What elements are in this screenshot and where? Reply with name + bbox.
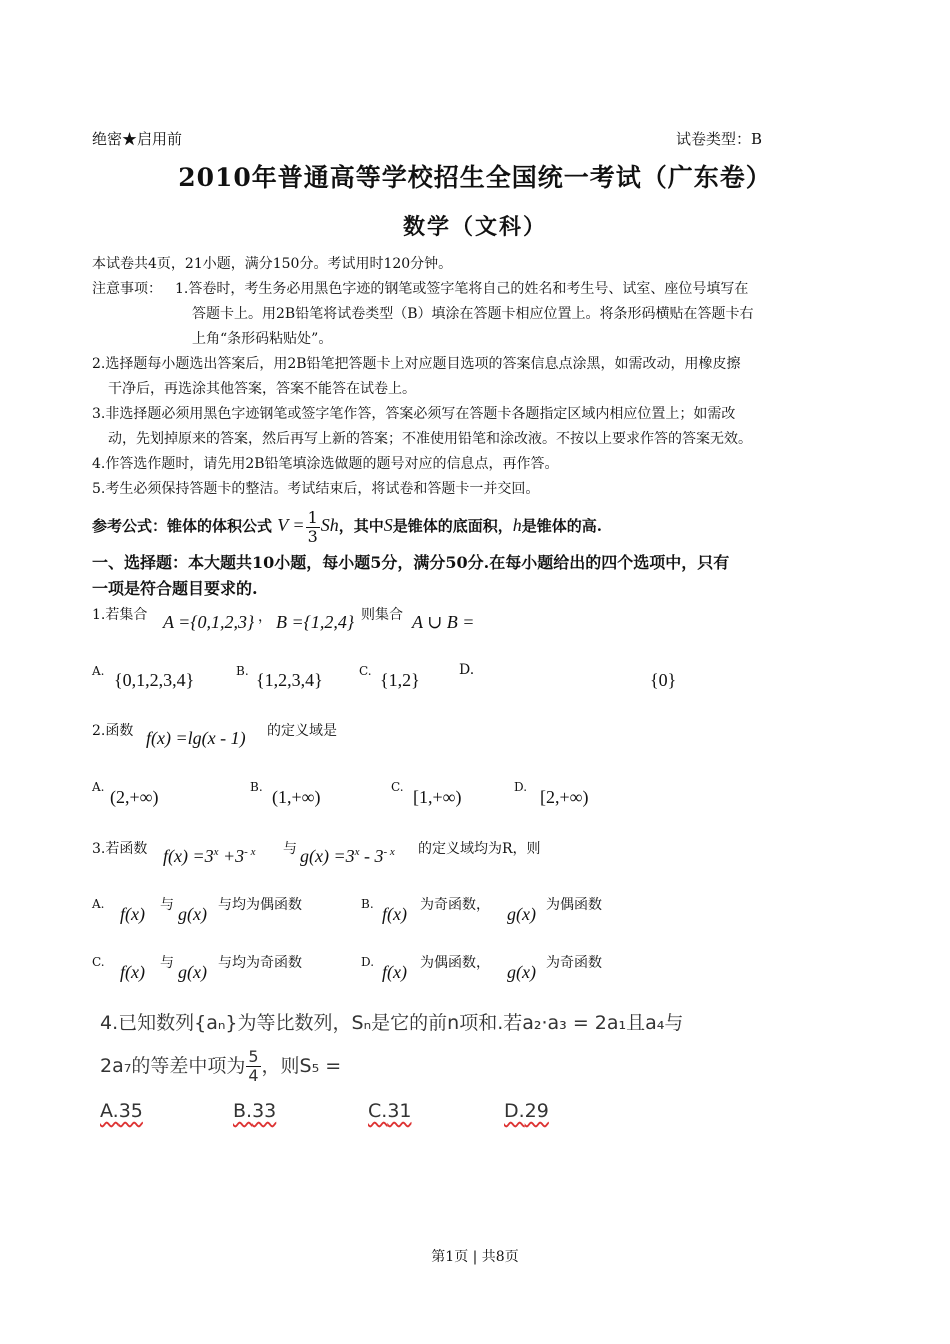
page-footer: 第1页 | 共8页 (431, 1249, 519, 1265)
note-4: 4.作答选作题时，请先用2B铅笔填涂选做题的题号对应的信息点，再作答。 (92, 456, 559, 472)
paper-type-label: 试卷类型：B (676, 130, 763, 148)
q3-g-sup-1: x (354, 846, 360, 858)
q3-f-sup-2: - x (244, 846, 256, 858)
q1-option-a-label: A. (92, 664, 105, 678)
reference-formula (92, 507, 602, 546)
formula-tail-1: ，其中 (338, 517, 384, 535)
q2-option-b-value: (1,+∞) (272, 787, 321, 807)
q1-prefix: 1.若集合 (92, 607, 148, 623)
q3-option-a-fx: f(x) (120, 904, 145, 924)
q3-option-c-text-2: 与均为奇函数 (218, 955, 302, 971)
q3-prefix: 3.若函数 (92, 841, 148, 857)
q3-and: 与 (283, 841, 297, 857)
q1-option-d-label: D. (459, 662, 475, 678)
q4-line-1: 4.已知数列{aₙ}为等比数列，Sₙ是它的前n项和.若a₂·a₃ = 2a₁且a₄与 (100, 1012, 684, 1034)
q4-option-c (368, 1100, 412, 1122)
q2-prefix: 2.函数 (92, 723, 134, 739)
formula-tail-3: 是锥体的高. (521, 517, 603, 535)
q4-frac-num: 5 (248, 1047, 259, 1066)
exam-subtitle: 数学（文科） (402, 214, 547, 240)
q2-suffix: 的定义域是 (267, 723, 337, 739)
formula-tail-2: 是锥体的底面积， (392, 517, 513, 535)
q1-mid: 则集合 (361, 607, 403, 623)
q2-option-d-value: [2,+∞) (540, 787, 589, 807)
q4-option-d-value: 29 (524, 1100, 549, 1122)
note-3-line-2: 动，先划掉原来的答案，然后再写上新的答案；不准使用铅笔和涂改液。不按以上要求作答的答案无效。 (108, 431, 752, 447)
formula-label: 参考公式：锥体的体积公式 (92, 517, 273, 535)
q4-line-2-a: 2a₇的等差中项为 (100, 1055, 246, 1077)
note-1-line-1: 1.答卷时，考生务必用黑色字迹的钢笔或签字笔将自己的姓名和考生号、试室、座位号填写在 (175, 281, 749, 297)
formula-fraction (306, 509, 320, 546)
q1-set-b: B ={1,2,4} (276, 612, 355, 632)
q4-option-d-label: D. (504, 1100, 525, 1122)
q2-option-a-value: (2,+∞) (110, 787, 159, 807)
q2-option-c-label: C. (391, 780, 404, 794)
q4-option-b (233, 1100, 276, 1122)
q4-line-2 (100, 1046, 341, 1086)
q4-option-a-label: A. (100, 1100, 119, 1122)
q3-option-b-fx: f(x) (382, 904, 407, 924)
formula-frac-num: 1 (307, 507, 318, 527)
q1-option-b-value: {1,2,3,4} (256, 670, 323, 690)
formula-var-s: S (383, 515, 393, 535)
q3-f-expr (163, 846, 255, 867)
q3-option-b-label: B. (361, 897, 374, 911)
q3-option-a-text-2: 与均为偶函数 (218, 897, 302, 913)
q3-g-minus: - 3 (359, 846, 384, 866)
q3-f-main: f(x) =3 (163, 846, 214, 866)
note-3-line-1: 3.非选择题必须用黑色字迹钢笔或签字笔作答，答案必须写在答题卡各题指定区域内相应位置上；如需改 (92, 406, 736, 422)
q3-option-c-text-1: 与 (160, 955, 174, 971)
q3-suffix: 的定义域均为R，则 (418, 841, 541, 857)
q3-g-sup-2: - x (383, 846, 395, 858)
q3-option-b-gx: g(x) (507, 904, 536, 924)
q3-option-a-text-1: 与 (160, 897, 174, 913)
q2-expr: f(x) =lg(x - 1) (146, 728, 246, 748)
note-1-line-3: 上角“条形码粘贴处”。 (192, 331, 333, 347)
note-1-line-2: 答题卡上。用2B铅笔将试卷类型（B）填涂在答题卡相应位置上。将条形码横贴在答题卡右 (192, 306, 754, 322)
formula-lhs: V = (277, 515, 305, 535)
q3-g-expr (300, 846, 395, 867)
q2-option-d-label: D. (514, 780, 528, 794)
q4-fraction (246, 1048, 260, 1085)
q3-option-c-fx: f(x) (120, 962, 145, 982)
q4-option-c-label: C. (368, 1100, 388, 1122)
q3-g-main: g(x) =3 (300, 846, 355, 866)
q3-option-d-label: D. (361, 955, 375, 969)
q4-option-a-value: 35 (118, 1100, 143, 1122)
q3-option-c-label: C. (92, 955, 105, 969)
q4-option-c-value: 31 (387, 1100, 412, 1122)
formula-frac-den: 3 (307, 526, 318, 546)
exam-title: 2010年普通高等学校招生全国统一考试（广东卷） (178, 163, 772, 192)
q4-line-2-b: ，则S₅ = (261, 1055, 342, 1077)
q3-option-a-gx: g(x) (178, 904, 207, 924)
notes-label: 注意事项： (92, 281, 162, 297)
q3-option-d-text-2: 为奇函数 (546, 955, 602, 971)
q1-option-b-label: B. (236, 664, 249, 678)
section-1-line-1: 一、选择题：本大题共10小题，每小题5分，满分50分.在每小题给出的四个选项中，只有 (92, 553, 730, 572)
q2-option-a-label: A. (92, 780, 105, 794)
formula-rhs: Sh (320, 515, 339, 535)
section-1-line-2: 一项是符合题目要求的. (92, 579, 258, 598)
q1-set-a: A ={0,1,2,3} (163, 612, 255, 632)
q1-expr: A ∪ B = (412, 612, 475, 632)
q3-option-d-text-1: 为偶函数， (420, 955, 490, 971)
note-5: 5.考生必须保持答题卡的整洁。考试结束后，将试卷和答题卡一并交回。 (92, 481, 540, 497)
q3-f-sup-1: x (213, 846, 219, 858)
q3-option-b-text-1: 为奇函数， (420, 897, 490, 913)
q4-option-d (504, 1100, 549, 1122)
exam-intro: 本试卷共4页，21小题，满分150分。考试用时120分钟。 (92, 256, 453, 272)
q4-option-a (100, 1100, 143, 1122)
q1-option-c-value: {1,2} (380, 670, 420, 690)
q3-option-d-fx: f(x) (382, 962, 407, 982)
confidential-label: 绝密★启用前 (92, 130, 183, 148)
q1-option-d-value: {0} (650, 670, 677, 690)
q3-option-a-label: A. (92, 897, 105, 911)
q2-option-c-value: [1,+∞) (413, 787, 462, 807)
q2-option-b-label: B. (250, 780, 263, 794)
q3-f-plus: +3 (218, 846, 245, 866)
q1-comma: ， (258, 609, 272, 625)
formula-var-h: h (512, 515, 522, 535)
q3-option-b-text-2: 为偶函数 (546, 897, 602, 913)
q1-option-a-value: {0,1,2,3,4} (114, 670, 195, 690)
q3-option-c-gx: g(x) (178, 962, 207, 982)
q4-frac-den: 4 (248, 1066, 259, 1085)
q4-option-b-value: 33 (252, 1100, 277, 1122)
note-2-line-1: 2.选择题每小题选出答案后，用2B铅笔把答题卡上对应题目选项的答案信息点涂黑，如需改动，用橡皮擦 (92, 356, 741, 372)
q1-option-c-label: C. (359, 664, 372, 678)
note-2-line-2: 干净后，再选涂其他答案，答案不能答在试卷上。 (108, 381, 416, 397)
q3-option-d-gx: g(x) (507, 962, 536, 982)
q4-option-b-label: B. (233, 1100, 253, 1122)
